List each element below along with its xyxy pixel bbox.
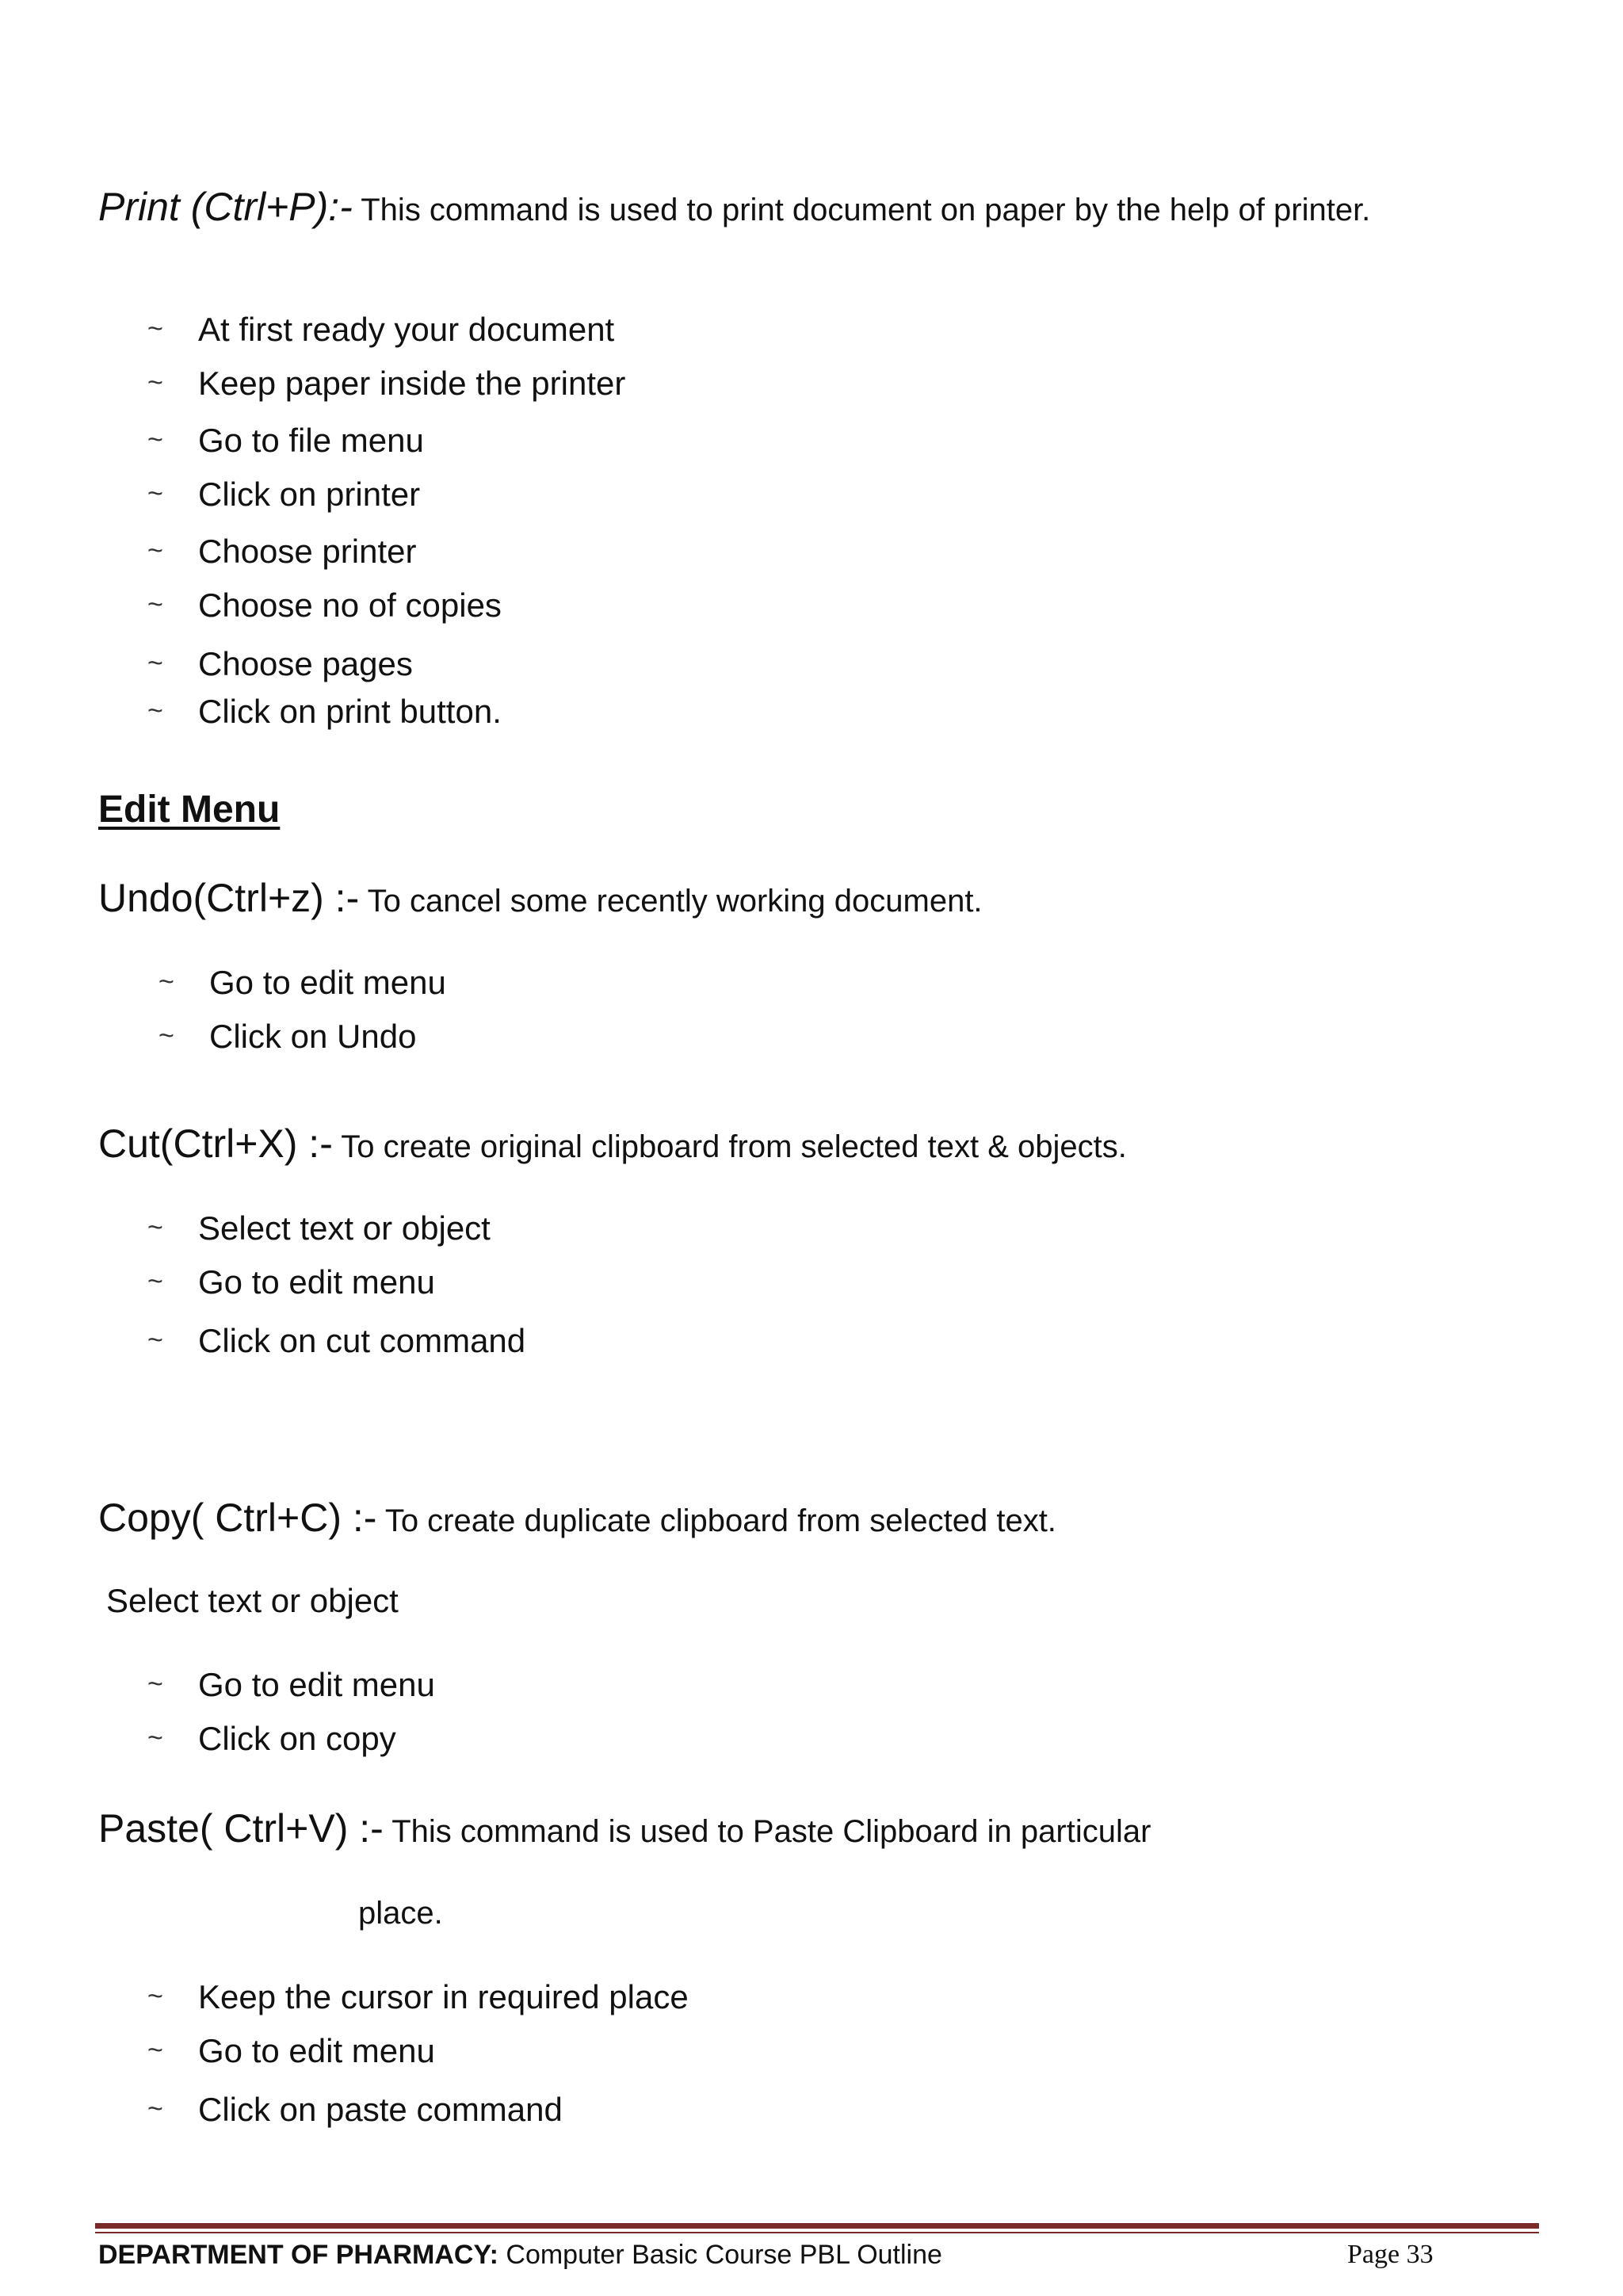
list-item: Go to edit menu	[198, 1666, 435, 1703]
bullet-icon: ~	[158, 967, 174, 997]
list-item: Go to edit menu	[198, 1263, 435, 1301]
list-item: At first ready your document	[198, 311, 615, 348]
copy-intro-text: Select text or object	[106, 1582, 399, 1619]
page-number: Page 33	[1347, 2240, 1434, 2269]
print-command-description: This command is used to print document on paper by the help of printer.	[352, 193, 1371, 227]
bullet-icon: ~	[147, 1266, 163, 1297]
paste-command-line	[98, 1805, 1151, 1851]
cut-command-title: Cut(Ctrl+X) :-	[98, 1121, 333, 1166]
copy-command-title: Copy( Ctrl+C) :-	[98, 1496, 377, 1540]
list-item: Select text or object	[198, 1209, 491, 1247]
list-item: Go to file menu	[198, 422, 424, 459]
undo-command-line	[98, 875, 983, 921]
bullet-icon: ~	[147, 1981, 163, 2011]
edit-menu-heading: Edit Menu	[98, 789, 281, 831]
list-item: Keep paper inside the printer	[198, 365, 626, 402]
bullet-icon: ~	[147, 2094, 163, 2124]
undo-command-title: Undo(Ctrl+z) :-	[98, 876, 360, 920]
copy-command-line	[98, 1495, 1056, 1541]
bullet-icon: ~	[147, 2035, 163, 2065]
list-item: Go to edit menu	[198, 2032, 435, 2069]
list-item: Click on copy	[198, 1720, 396, 1757]
footer-rule-thick	[95, 2223, 1539, 2229]
print-command-line	[98, 184, 1370, 230]
bullet-icon: ~	[147, 1325, 163, 1355]
bullet-icon: ~	[147, 1723, 163, 1753]
list-item: Click on cut command	[198, 1322, 526, 1359]
list-item: Click on printer	[198, 476, 421, 513]
bullet-icon: ~	[147, 368, 163, 398]
list-item: Click on paste command	[198, 2091, 563, 2128]
cut-command-line	[98, 1121, 1127, 1167]
bullet-icon: ~	[147, 314, 163, 344]
list-item: Choose no of copies	[198, 586, 502, 624]
paste-description-continued: place.	[358, 1896, 443, 1931]
footer-text	[98, 2240, 942, 2271]
footer-course: Computer Basic Course PBL Outline	[498, 2240, 942, 2270]
footer-department: DEPARTMENT OF PHARMACY:	[98, 2240, 498, 2270]
list-item: Go to edit menu	[209, 964, 446, 1001]
bullet-icon: ~	[147, 1213, 163, 1243]
bullet-icon: ~	[147, 648, 163, 678]
bullet-icon: ~	[147, 696, 163, 726]
paste-command-description: This command is used to Paste Clipboard in particular	[383, 1814, 1151, 1849]
print-command-title: Print (Ctrl+P):-	[98, 185, 353, 229]
list-item: Choose printer	[198, 533, 417, 570]
copy-command-description: To create duplicate clipboard from selected text.	[376, 1503, 1056, 1538]
list-item: Click on print button.	[198, 693, 502, 730]
list-item: Click on Undo	[209, 1018, 417, 1055]
list-item: Choose pages	[198, 645, 413, 682]
paste-command-title: Paste( Ctrl+V) :-	[98, 1806, 384, 1851]
bullet-icon: ~	[158, 1021, 174, 1051]
bullet-icon: ~	[147, 425, 163, 455]
footer-rule-thin	[95, 2232, 1539, 2233]
cut-command-description: To create original clipboard from selected text & objects.	[332, 1129, 1127, 1164]
bullet-icon: ~	[147, 1669, 163, 1699]
undo-command-description: To cancel some recently working document.	[359, 884, 983, 919]
bullet-icon: ~	[147, 536, 163, 566]
list-item: Keep the cursor in required place	[198, 1978, 689, 2015]
bullet-icon: ~	[147, 479, 163, 509]
bullet-icon: ~	[147, 590, 163, 620]
